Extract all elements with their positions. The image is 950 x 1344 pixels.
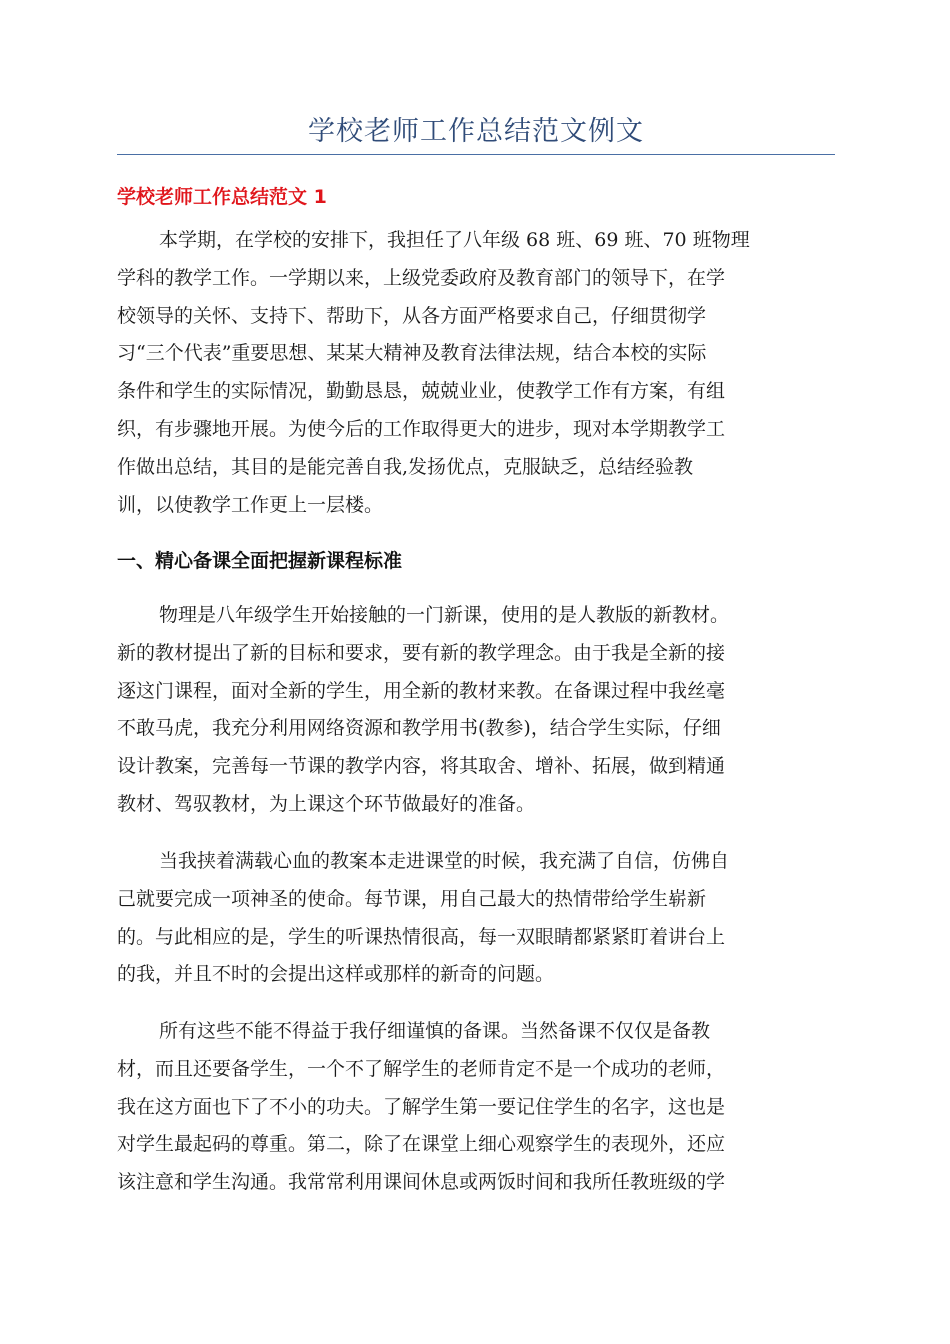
paragraph-preparation [117,597,835,824]
paragraph-students [117,1013,835,1202]
subsection-heading: 一、精心备课全面把握新课程标准 [117,550,403,572]
paragraph-line: 当我挟着满载心血的教案本走进课堂的时候，我充满了自信，仿佛自 [159,850,730,872]
paragraph-line: 己就要完成一项神圣的使命。每节课，用自己最大的热情带给学生崭新 [117,887,707,910]
section-title: 学校老师工作总结范文 1 [117,186,327,208]
paragraph-line: 条件和学生的实际情况，勤勤恳恳，兢兢业业，使教学工作有方案，有组 [117,380,726,403]
paragraph-line: 不敢马虎，我充分利用网络资源和教学用书(教参)，结合学生实际，仔细 [117,717,721,740]
paragraph-line: 物理是八年级学生开始接触的一门新课，使用的是人教版的新教材。 [159,604,730,626]
paragraph-line: 学科的教学工作。一学期以来，上级党委政府及教育部门的领导下，在学 [117,266,726,289]
paragraph-line: 教材、驾驭教材，为上课这个环节做最好的准备。 [117,792,536,815]
paragraph-line: 我在这方面也下了不小的功夫。了解学生第一要记住学生的名字，这也是 [117,1095,726,1118]
title-underline-rule [117,154,835,155]
paragraph-line: 织，有步骤地开展。为使今后的工作取得更大的进步，现对本学期教学工 [117,417,726,440]
paragraph-line: 的我，并且不时的会提出这样或那样的新奇的问题。 [117,963,555,986]
paragraph-line: 作做出总结，其目的是能完善自我,发扬优点，克服缺乏，总结经验教 [117,455,694,478]
paragraph-line: 校领导的关怀、支持下、帮助下，从各方面严格要求自己，仔细贯彻学 [117,304,707,327]
paragraph-line: 习“三个代表”重要思想、某某大精神及教育法律法规，结合本校的实际 [117,342,707,365]
paragraph-line: 所有这些不能不得益于我仔细谨慎的备课。当然备课不仅仅是备教 [159,1020,711,1042]
paragraph-line: 材，而且还要备学生，一个不了解学生的老师肯定不是一个成功的老师， [117,1057,726,1080]
paragraph-line: 逐这门课程，面对全新的学生，用全新的教材来教。在备课过程中我丝毫 [117,679,726,702]
paragraph-line: 对学生最起码的尊重。第二，除了在课堂上细心观察学生的表现外，还应 [117,1133,726,1156]
paragraph-line: 本学期，在学校的安排下，我担任了八年级 68 班、69 班、70 班物理 [159,229,750,251]
paragraph-line: 新的教材提出了新的目标和要求，要有新的教学理念。由于我是全新的接 [117,641,726,664]
paragraph-intro [117,222,835,524]
paragraph-line: 的。与此相应的是，学生的听课热情很高，每一双眼睛都紧紧盯着讲台上 [117,925,726,948]
paragraph-line: 该注意和学生沟通。我常常利用课间休息或两饭时间和我所任教班级的学 [117,1171,726,1194]
paragraph-line: 训，以使教学工作更上一层楼。 [117,493,384,516]
document-title: 学校老师工作总结范文例文 [308,116,644,147]
paragraph-line: 设计教案，完善每一节课的教学内容，将其取舍、增补、拓展，做到精通 [117,755,726,778]
paragraph-classroom [117,843,835,994]
